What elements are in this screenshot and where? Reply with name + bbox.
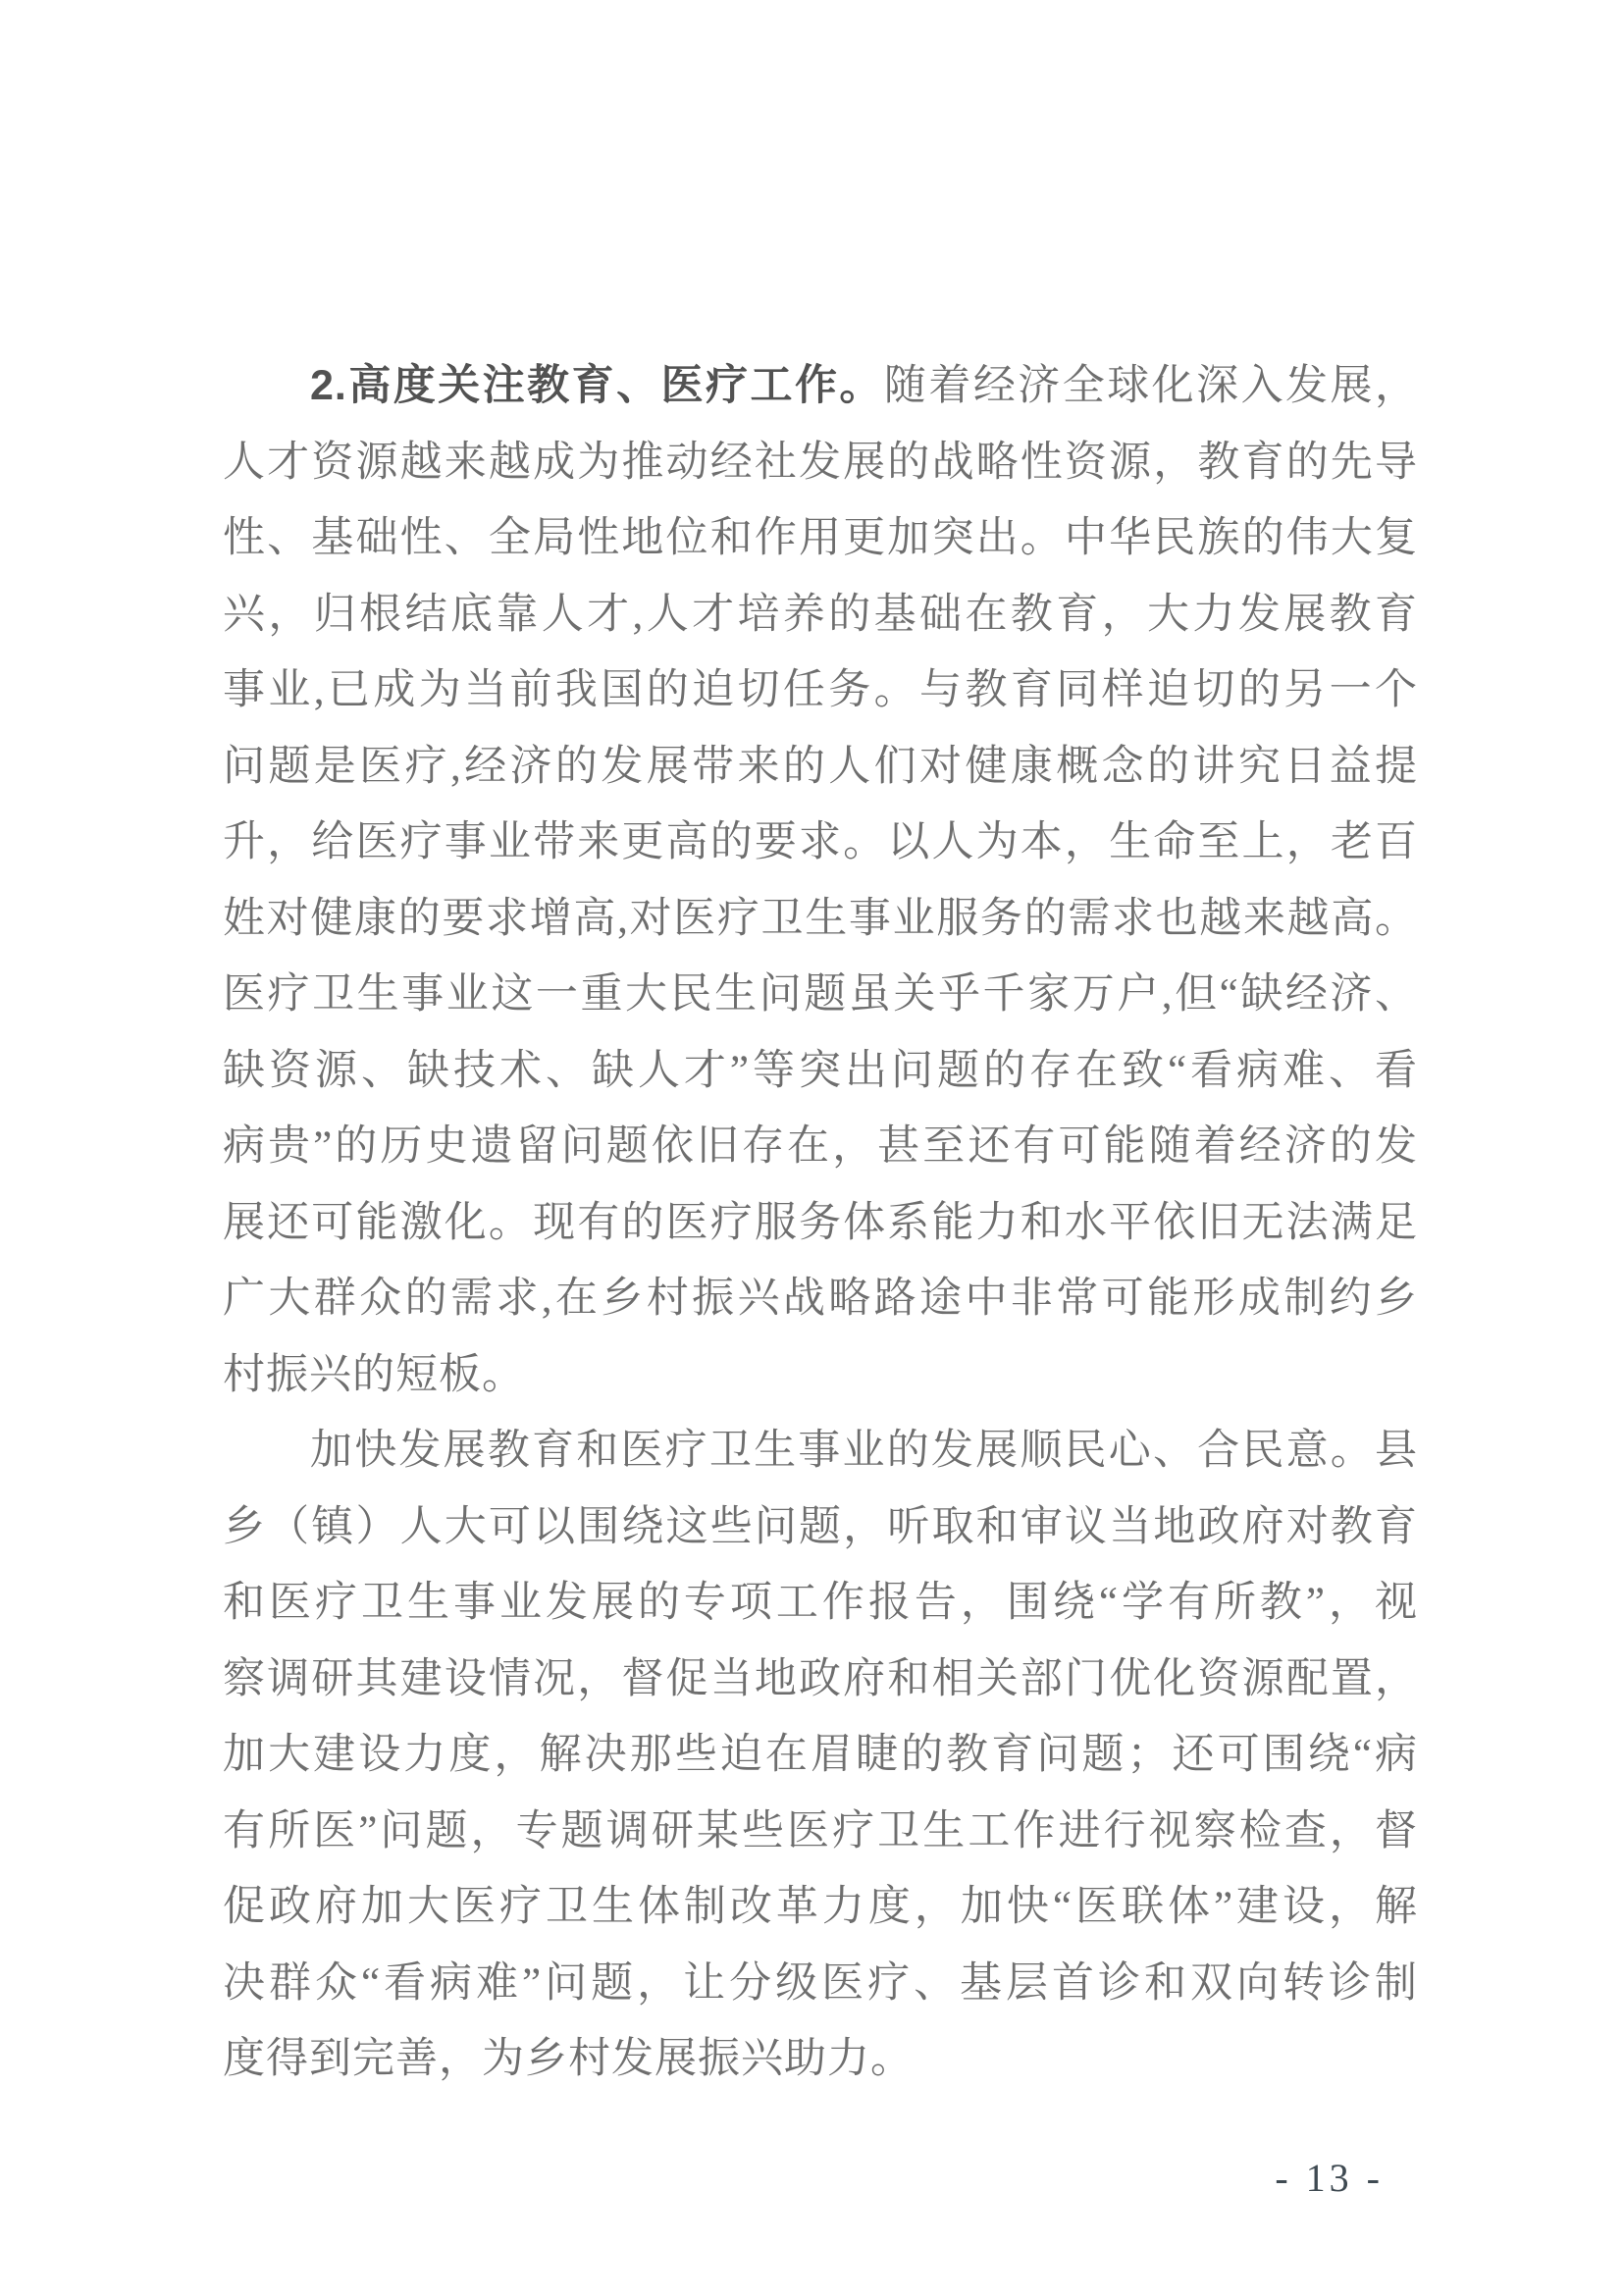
text-line: 性、基础性、全局性地位和作用更加突出。中华民族的伟大复 — [223, 515, 1418, 561]
text-line: 和医疗卫生事业发展的专项工作报告，围绕“学有所教”，视 — [223, 1580, 1418, 1626]
text-line: 问题是医疗,经济的发展带来的人们对健康概念的讲究日益提 — [223, 743, 1418, 790]
text-line: 察调研其建设情况，督促当地政府和相关部门优化资源配置， — [223, 1655, 1418, 1702]
text-line: 加大建设力度，解决那些迫在眉睫的教育问题；还可围绕“病 — [223, 1732, 1418, 1778]
text-line: 有所医”问题，专题调研某些医疗卫生工作进行视察检查，督 — [223, 1807, 1418, 1854]
text-line: 兴，归根结底靠人才,人才培养的基础在教育，大力发展教育 — [223, 591, 1418, 638]
text-line: 医疗卫生事业这一重大民生问题虽关乎千家万户,但“缺经济、 — [223, 971, 1418, 1018]
text-line: 广大群众的需求,在乡村振兴战略路途中非常可能形成制约乡 — [223, 1276, 1418, 1322]
text-line: 加快发展教育和医疗卫生事业的发展顺民心、合民意。县 — [310, 1428, 1418, 1474]
text-line: 促政府加大医疗卫生体制改革力度，加快“医联体”建设，解 — [223, 1884, 1418, 1930]
text-line: 村振兴的短板。 — [223, 1351, 525, 1398]
text-line: 展还可能激化。现有的医疗服务体系能力和水平依旧无法满足 — [223, 1199, 1418, 1246]
text-line: 度得到完善，为乡村发展振兴助力。 — [223, 2036, 914, 2082]
text-line: 姓对健康的要求增高,对医疗卫生事业服务的需求也越来越高。 — [223, 895, 1418, 942]
text-line: 升，给医疗事业带来更高的要求。以人为本，生命至上，老百 — [223, 819, 1418, 865]
text-line: 人才资源越来越成为推动经社发展的战略性资源，教育的先导 — [223, 439, 1418, 486]
text-run: 随着经济全球化深入发展， — [883, 363, 1418, 409]
text-line: 病贵”的历史遗留问题依旧存在，甚至还有可能随着经济的发 — [223, 1123, 1418, 1170]
text-line: 事业,已成为当前我国的迫切任务。与教育同样迫切的另一个 — [223, 667, 1418, 713]
document-body — [223, 348, 1418, 2098]
text-line: 缺资源、缺技术、缺人才”等突出问题的存在致“看病难、看 — [223, 1047, 1418, 1094]
page-number: - 13 - — [1275, 2156, 1384, 2200]
text-line: 乡（镇）人大可以围绕这些问题，听取和审议当地政府对教育 — [223, 1503, 1418, 1550]
text-line — [223, 348, 1418, 425]
section-heading: 2.高度关注教育、医疗工作。 — [310, 362, 884, 409]
text-line: 决群众“看病难”问题，让分级医疗、基层首诊和双向转诊制 — [223, 1959, 1418, 2007]
